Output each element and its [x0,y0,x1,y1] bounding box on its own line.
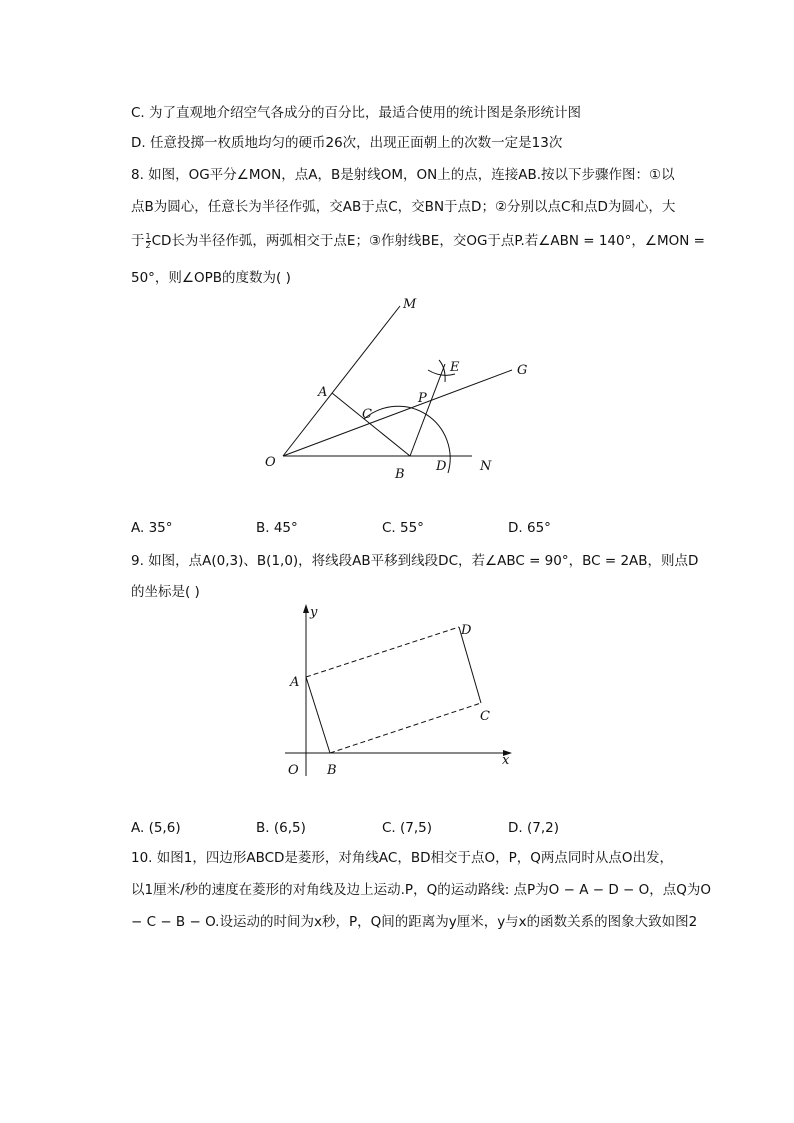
q10-line2: 以1厘米/秒的速度在菱形的对角线及边上运动.P，Q的运动路线: 点P为O − A − D − O，点Q为O [131,882,711,898]
ray-og [283,370,512,456]
fraction-denominator: 2 [145,240,151,250]
segment-ab [306,677,330,753]
q9-option-d[interactable]: D. (7,2) [508,820,559,836]
label-e: E [450,360,460,375]
label-b: B [327,763,337,778]
label-c: C [480,709,490,724]
q8-line4: 50°，则∠OPB的度数为( ) [131,270,291,286]
q8-figure [250,290,550,490]
label-g: G [517,363,528,378]
q9-figure [280,600,520,785]
label-y: y [310,605,318,620]
option-d-text: D. 任意投掷一枚质地均匀的硬币26次，出现正面朝上的次数一定是13次 [131,135,563,151]
q8-option-c[interactable]: C. 55° [382,520,424,536]
segment-ab [332,393,410,456]
label-a: A [318,385,328,400]
label-a: A [290,675,300,690]
label-d: D [461,623,472,638]
label-m: M [403,297,417,312]
q10-line3: − C − B − O.设运动的时间为x秒，P，Q间的距离为y厘米，y与x的函数关系的图象大致如图2 [131,914,698,930]
fraction-one-half [146,233,151,250]
q10-line1: 10. 如图1，四边形ABCD是菱形，对角线AC，BD相交于点O，P，Q两点同时从点O出发， [131,850,674,866]
label-o: O [265,455,276,470]
q8-option-b[interactable]: B. 45° [256,520,298,536]
label-c: C [362,407,372,422]
q8-line3 [131,231,705,251]
q9-option-b[interactable]: B. (6,5) [256,820,306,836]
q8-line1: 8. 如图，OG平分∠MON，点A，B是射线OM，ON上的点，连接AB.按以下步骤作图：①以 [131,167,675,183]
option-c-text: C. 为了直观地介绍空气各成分的百分比，最适合使用的统计图是条形统计图 [131,105,582,121]
label-o: O [288,763,299,778]
label-x: x [502,753,510,768]
segment-bc-dashed [330,703,481,753]
q8-option-d[interactable]: D. 65° [508,520,551,536]
q9-line1: 9. 如图，点A(0,3)、B(1,0)，将线段AB平移到线段DC，若∠ABC = 90°，BC = 2AB，则点D [131,553,699,569]
q8-option-a[interactable]: A. 35° [131,520,173,536]
label-b: B [395,467,405,482]
y-axis-arrow [303,604,309,613]
q9-option-a[interactable]: A. (5,6) [131,820,181,836]
label-p: P [418,391,427,406]
q8-line2: 点B为圆心，任意长为半径作弧，交AB于点C，交BN于点D；②分别以点C和点D为圆心，大 [131,199,676,215]
label-n: N [480,459,492,474]
q8-line3-post: CD长为半径作弧，两弧相交于点E；③作射线BE，交OG于点P.若∠ABN = 140°，∠MON = [151,233,705,249]
ray-be [410,364,445,456]
label-d: D [436,459,447,474]
segment-ad-dashed [306,627,459,677]
q8-line3-pre: 于 [131,233,145,249]
q9-line2: 的坐标是( ) [131,584,200,600]
segment-dc [459,627,481,703]
q9-option-c[interactable]: C. (7,5) [382,820,433,836]
fraction-numerator: 1 [145,231,151,241]
